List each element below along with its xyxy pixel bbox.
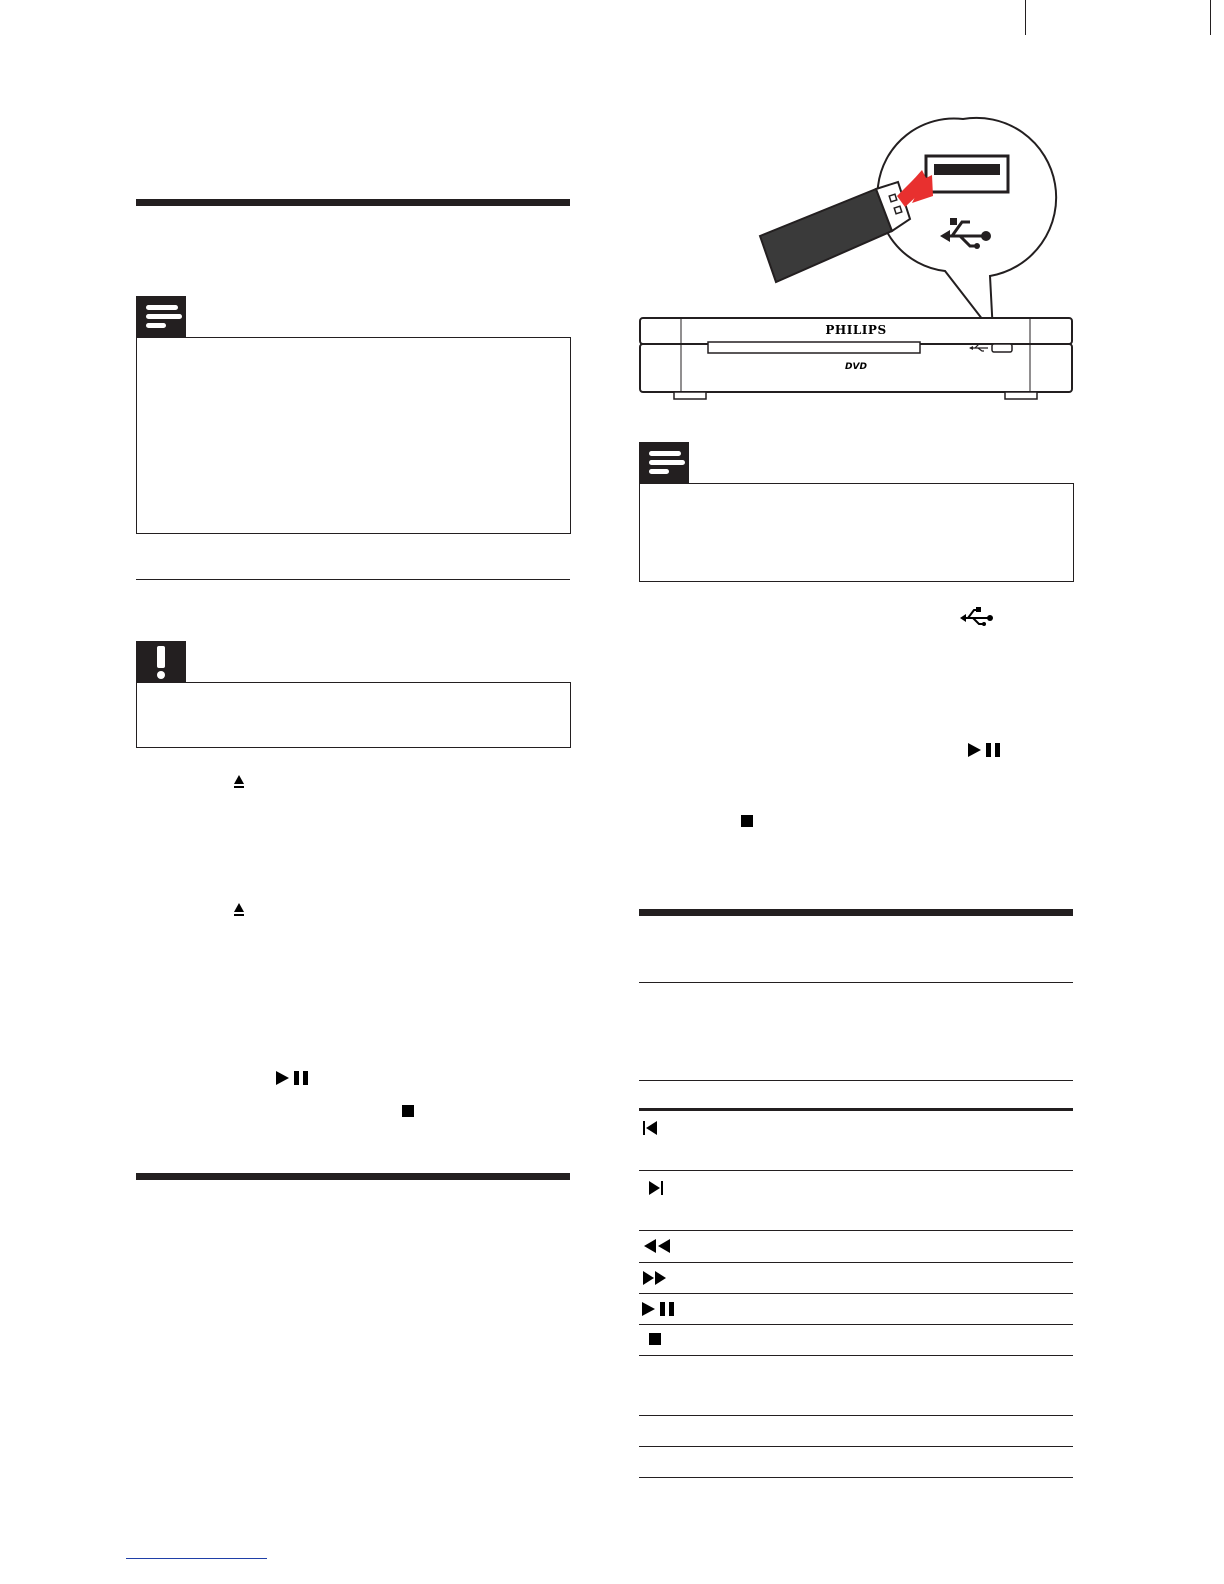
caution-tab [136,641,186,683]
table-row-rule [639,1446,1073,1447]
stop-icon [402,1105,414,1117]
table-row-rule [639,1170,1073,1171]
table-bottom-rule [639,1477,1073,1478]
rewind-icon [642,1238,672,1254]
note-box [136,337,571,534]
caution-box [136,682,571,748]
table-top-rule [639,1080,1073,1081]
table-row-rule [639,1324,1073,1325]
table-row-rule [639,1415,1073,1416]
note-box [639,483,1074,582]
play-pause-icon [968,742,1002,758]
usb-icon [959,607,995,627]
play-pause-icon [642,1301,676,1317]
crop-mark [1025,0,1026,35]
subsection-rule [136,579,570,580]
table-row-rule [639,1355,1073,1356]
note-tab [639,442,689,484]
next-icon [648,1180,664,1196]
eject-icon [233,902,245,918]
table-row-rule [639,1230,1073,1231]
crop-mark [1210,0,1211,35]
note-tab [136,296,186,338]
fast-forward-icon [642,1270,668,1286]
previous-icon [643,1120,659,1136]
section-rule-right [639,909,1073,916]
table-row-rule [639,1293,1073,1294]
section-rule-top-left [136,199,570,206]
footer-link[interactable] [126,1558,267,1559]
brand-logo: PHILIPS [825,323,887,337]
subsection-rule [639,982,1073,983]
stop-icon [649,1333,661,1345]
play-pause-icon [276,1070,310,1086]
stop-icon [741,815,753,827]
table-row-rule [639,1262,1073,1263]
section-rule-bottom-left [136,1173,570,1180]
table-header-rule [639,1108,1073,1111]
eject-icon [233,774,245,790]
dvd-logo: DVD [845,362,867,372]
